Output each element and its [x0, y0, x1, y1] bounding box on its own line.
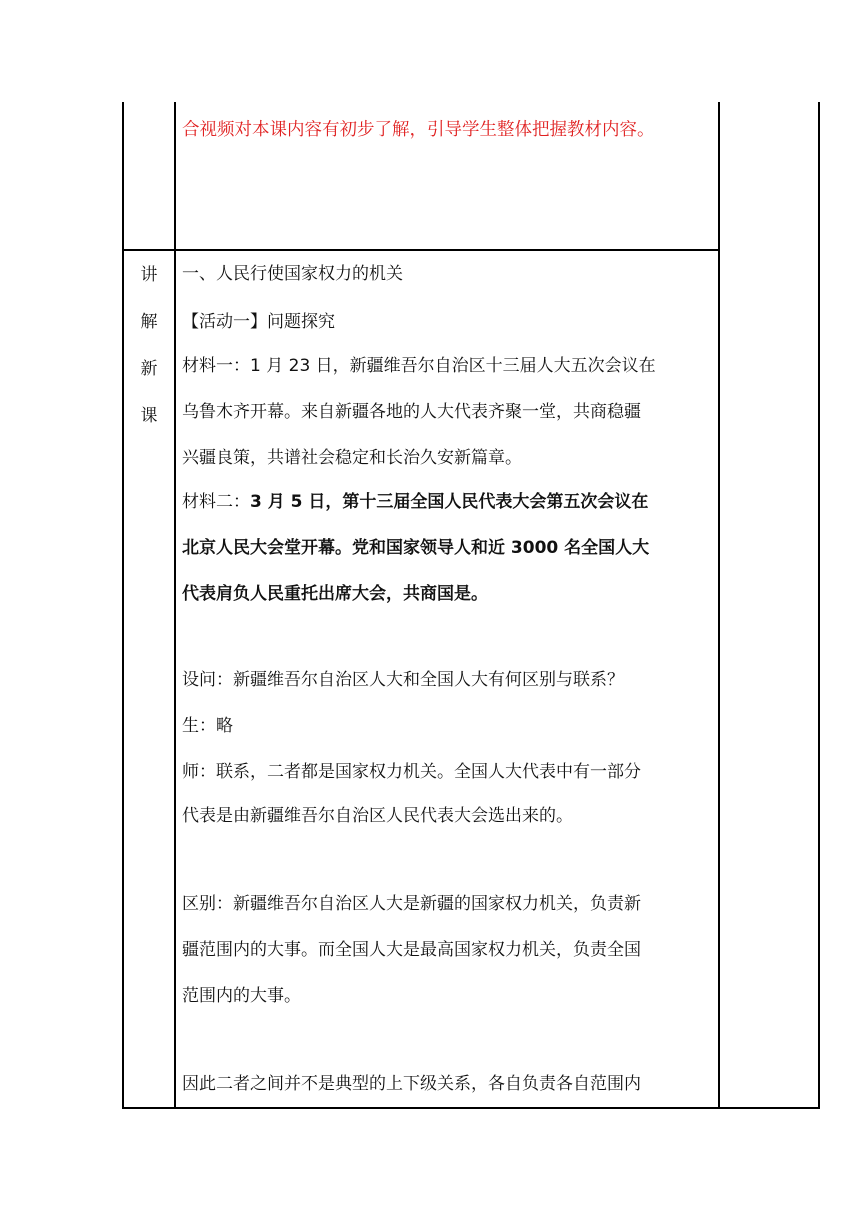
student-answer: 生：略	[182, 716, 233, 736]
table-bottom-border	[122, 1107, 820, 1109]
material2-line	[182, 490, 714, 514]
material1-line: 材料一：1 月 23 日，新疆维吾尔自治区十三届人大五次会议在	[182, 356, 656, 376]
conclusion-line: 因此二者之间并不是典型的上下级关系，各自负责各自范围内	[182, 1074, 641, 1094]
material1-line: 兴疆良策，共谱社会稳定和长治久安新篇章。	[182, 448, 522, 468]
section-label-char: 讲	[140, 265, 158, 285]
question: 设问：新疆维吾尔自治区人大和全国人大有何区别与联系？	[182, 670, 624, 690]
material2-text: 3 月 5 日，第十三届全国人民代表大会第五次会议在	[250, 492, 649, 512]
material2-line: 北京人民大会堂开幕。党和国家领导人和近 3000 名全国人大	[182, 538, 650, 558]
table-column-divider	[174, 102, 176, 1108]
difference-line: 区别：新疆维吾尔自治区人大是新疆的国家权力机关，负责新	[182, 894, 641, 914]
difference-line: 疆范围内的大事。而全国人大是最高国家权力机关，负责全国	[182, 940, 641, 960]
teacher-line: 师：联系，二者都是国家权力机关。全国人大代表中有一部分	[182, 762, 641, 782]
section-label-char: 解	[140, 312, 158, 332]
difference-line: 范围内的大事。	[182, 986, 301, 1006]
section-label	[124, 252, 174, 440]
material1-line: 乌鲁木齐开幕。来自新疆各地的人大代表齐聚一堂，共商稳疆	[182, 402, 641, 422]
material2-prefix: 材料二：	[182, 492, 250, 512]
activity-title: 【活动一】问题探究	[182, 312, 335, 332]
teacher-line: 代表是由新疆维吾尔自治区人民代表大会选出来的。	[182, 806, 573, 826]
material2-line: 代表肩负人民重托出席大会，共商国是。	[182, 584, 488, 604]
section-heading: 一、人民行使国家权力的机关	[182, 264, 403, 284]
table-row-divider	[122, 249, 720, 251]
table-column-divider-right	[718, 102, 720, 1108]
intro-note: 合视频对本课内容有初步了解，引导学生整体把握教材内容。	[182, 120, 655, 140]
section-label-char: 新	[140, 359, 158, 379]
section-label-char: 课	[140, 406, 158, 426]
table-right-border	[818, 102, 820, 1108]
